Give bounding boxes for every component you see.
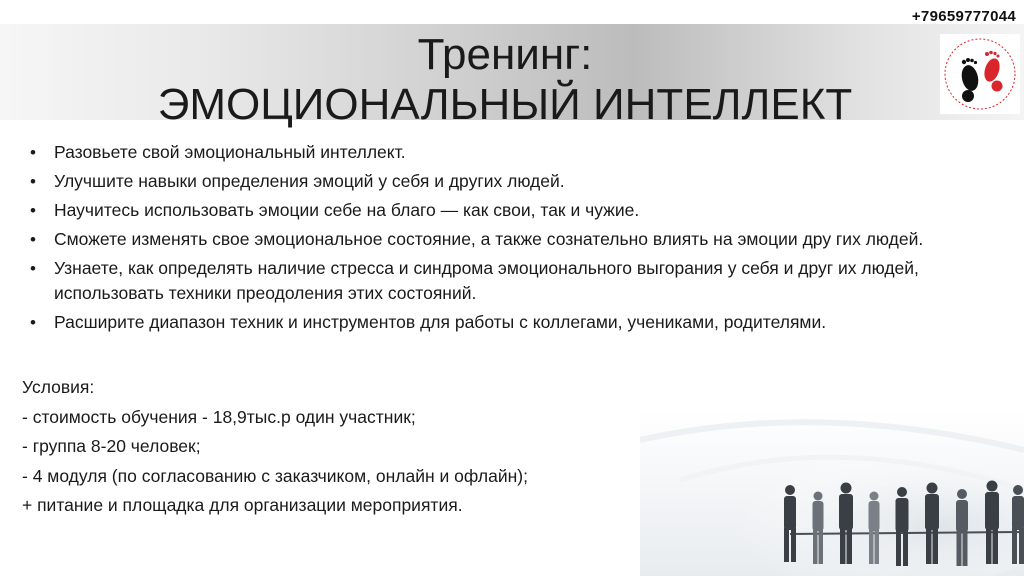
page-title — [110, 30, 900, 130]
list-item — [28, 169, 1008, 194]
benefits-list — [28, 140, 1008, 339]
title-line-2: ЭМОЦИОНАЛЬНЫЙ ИНТЕЛЛЕКТ — [157, 80, 853, 129]
people-holding-hands-image — [640, 410, 1024, 576]
bullet-icon: • — [30, 259, 36, 278]
condition-item: + питание и площадка для организации мероприятия. — [22, 495, 463, 515]
bullet-icon: • — [30, 172, 36, 191]
conditions-block — [22, 373, 722, 521]
footprints-logo-icon — [940, 34, 1020, 114]
list-item-text: Расширите диапазон техник и инструментов для работы с коллегами, учениками, родителями. — [54, 312, 827, 332]
list-item-text: Узнаете, как определять наличие стресса и синдрома эмоционального выгорания у себя и друг их людей, использовать техники преодоления этих состояний. — [54, 258, 919, 303]
list-item-text: Разовьете свой эмоциональный интеллект. — [54, 142, 406, 162]
phone-number: +79659777044 — [911, 8, 1016, 25]
bullet-icon: • — [30, 143, 36, 162]
list-item — [28, 256, 1008, 306]
list-item — [28, 198, 1008, 223]
list-item-text: Сможете изменять свое эмоциональное состояние, а также сознательно влиять на эмоции дру гих людей. — [54, 229, 924, 249]
list-item-text: Улучшите навыки определения эмоций у себя и других людей. — [54, 171, 565, 191]
list-item — [28, 227, 1008, 252]
list-item — [28, 140, 1008, 165]
bullet-icon: • — [30, 313, 36, 332]
list-item-text: Научитесь использовать эмоции себе на благо — как свои, так и чужие. — [54, 200, 640, 220]
conditions-heading: Условия: — [22, 377, 95, 397]
list-item — [28, 310, 1008, 335]
condition-item: - группа 8-20 человек; — [22, 436, 201, 456]
condition-item: - 4 модуля (по согласованию с заказчиком, онлайн и офлайн); — [22, 465, 528, 486]
bullet-icon: • — [30, 230, 36, 249]
bullet-icon: • — [30, 201, 36, 220]
condition-item: - стоимость обучения - 18,9тыс.р один участник; — [22, 406, 416, 427]
title-line-1: Тренинг: — [417, 30, 593, 79]
